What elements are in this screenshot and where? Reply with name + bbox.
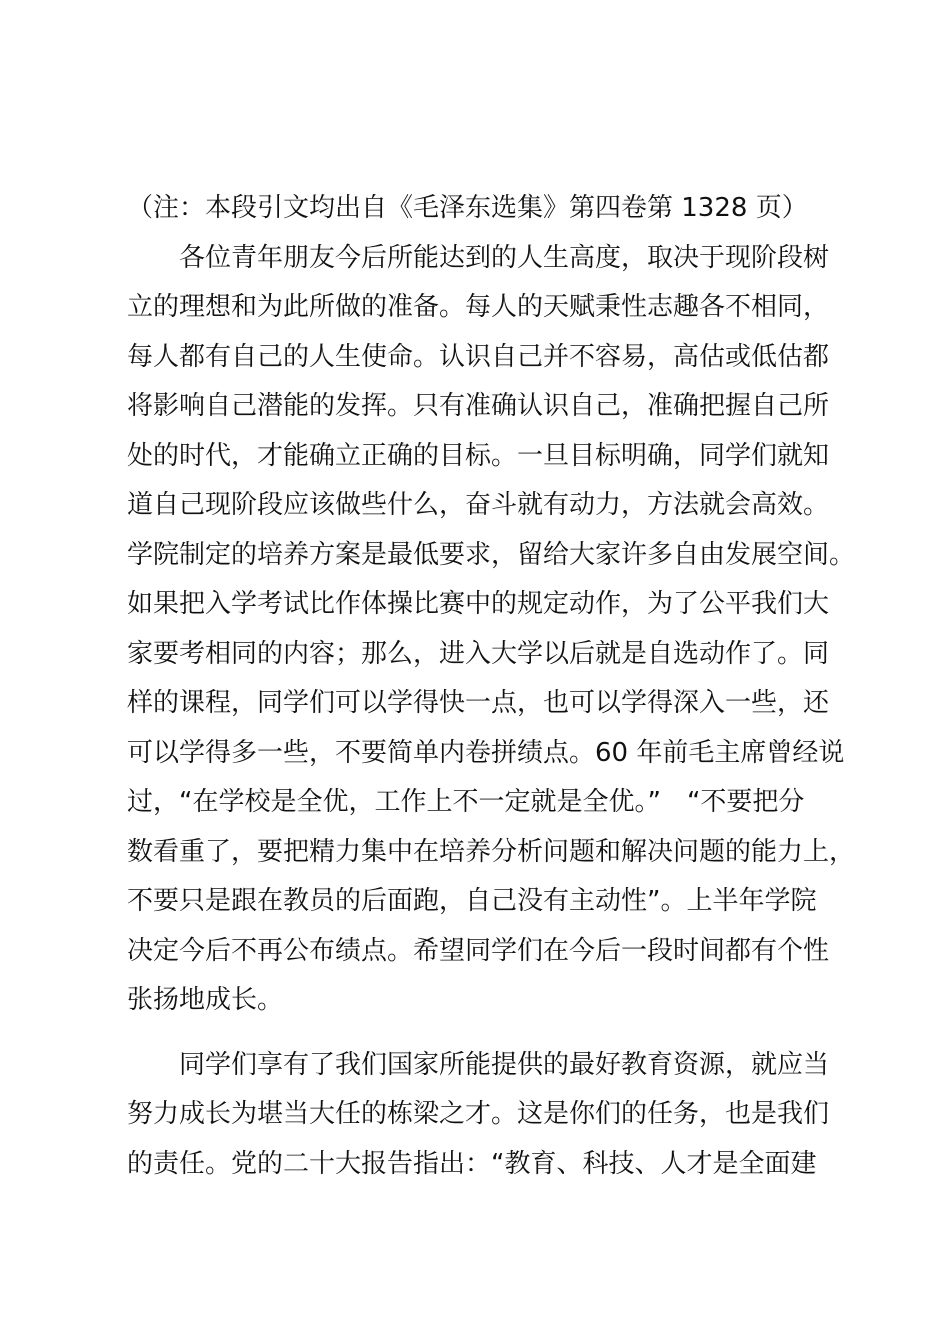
text-line: 决定今后不再公布绩点。希望同学们在今后一段时间都有个性: [127, 935, 830, 966]
paragraph-gap: [127, 1026, 847, 1041]
text-line: 过，“在学校是全优，工作上不一定就是全优。” “不要把分: [127, 787, 805, 817]
body-text: [127, 184, 856, 1189]
text-line: 的责任。党的二十大报告指出：“教育、科技、人才是全面建: [127, 1148, 817, 1179]
text-line: 样的课程，同学们可以学得快一点，也可以学得深入一些，还: [127, 688, 830, 718]
text-line: 同学们享有了我们国家所能提供的最好教育资源，就应当: [127, 1049, 830, 1080]
text-line: 如果把入学考试比作体操比赛中的规定动作，为了公平我们大: [127, 589, 830, 619]
text-line: 将影响自己潜能的发挥。只有准确认识自己，准确把握自己所: [127, 391, 830, 421]
text-line: 处的时代，才能确立正确的目标。一旦目标明确，同学们就知: [127, 440, 830, 471]
text-line: 道自己现阶段应该做些什么，奋斗就有动力，方法就会高效。: [127, 490, 830, 520]
text-line: （注：本段引文均出自《毛泽东选集》第四卷第 1328 页）: [127, 193, 808, 223]
text-line: 不要只是跟在教员的后面跑，自己没有主动性”。上半年学院: [127, 886, 817, 916]
text-line: 家要考相同的内容；那么，进入大学以后就是自选动作了。同: [127, 638, 830, 669]
text-line: 张扬地成长。: [127, 985, 284, 1015]
text-line: 各位青年朋友今后所能达到的人生高度，取决于现阶段树: [127, 242, 830, 273]
text-line: 立的理想和为此所做的准备。每人的天赋秉性志趣各不相同，: [127, 292, 830, 322]
text-line: 努力成长为堪当大任的栋梁之才。这是你们的任务，也是我们: [127, 1099, 830, 1129]
text-line: 数看重了，要把精力集中在培养分析问题和解决问题的能力上，: [127, 836, 856, 867]
text-line: 学院制定的培养方案是最低要求，留给大家许多自由发展空间。: [127, 539, 856, 570]
text-line: 可以学得多一些，不要简单内卷拼绩点。60 年前毛主席曾经说: [127, 737, 845, 768]
text-line: 每人都有自己的人生使命。认识自己并不容易，高估或低估都: [127, 341, 830, 372]
